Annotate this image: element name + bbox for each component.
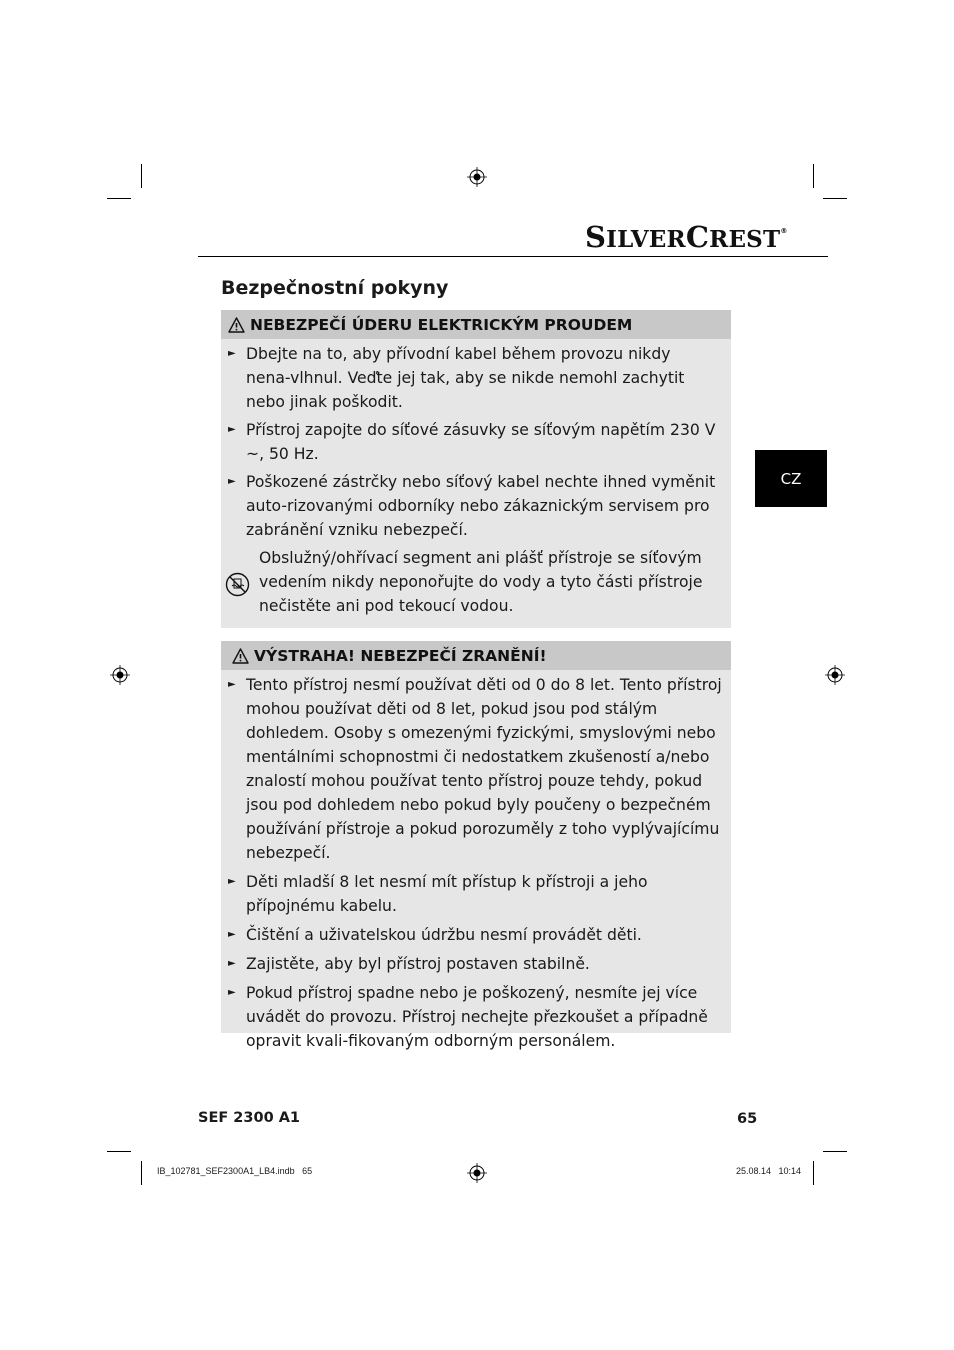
registration-mark-icon <box>825 665 845 685</box>
arrow-right-icon: ► <box>228 876 236 887</box>
file-slug: IB_102781_SEF2300A1_LB4.indb 65 <box>157 1166 313 1176</box>
list-item: ► Přístroj zapojte do síťové zásuvky se síťovým napětím 230 V ~, 50 Hz. <box>221 418 731 466</box>
list-item: ► Zajistěte, aby byl přístroj postaven stabilně. <box>221 952 731 976</box>
warning-triangle-icon <box>232 648 249 664</box>
warning-triangle-icon <box>228 317 245 333</box>
arrow-right-icon: ► <box>228 476 236 487</box>
arrow-right-icon: ► <box>228 679 236 690</box>
arrow-right-icon: ► <box>228 424 236 435</box>
registration-mark-icon <box>467 1163 487 1183</box>
crop-mark <box>107 1151 131 1152</box>
electric-shock-warning-box <box>221 310 731 628</box>
box-heading: NEBEZPEČÍ ÚDERU ELEKTRICKÝM PROUDEM <box>221 310 731 339</box>
list-item: ► Poškozené zástrčky nebo síťový kabel nechte ihned vyměnit auto-rizovanými odborníky nebo zákaznickým servisem pro zabránění vzniku nebezpečí. <box>221 470 731 542</box>
arrow-right-icon: ► <box>228 987 236 998</box>
crop-mark <box>813 1161 814 1185</box>
no-water-immersion-icon <box>225 572 250 597</box>
crop-mark <box>141 1161 142 1185</box>
injury-warning-box <box>221 641 731 1050</box>
date-slug: 25.08.14 10:14 <box>736 1166 802 1176</box>
list-item: ► Pokud přístroj spadne nebo je poškozený, nesmíte jej více uvádět do provozu. Přístroj nechejte přezkoušet a případně opravit kvali-fikovaným odborným personálem. <box>221 981 731 1053</box>
language-tab: CZ <box>755 450 827 507</box>
crop-mark <box>813 164 814 188</box>
crop-mark <box>107 198 131 199</box>
list-item: ► Děti mladší 8 let nesmí mít přístup k přístroji a jeho přípojnému kabelu. <box>221 870 731 918</box>
box-heading: VÝSTRAHA! NEBEZPEČÍ ZRANĚNÍ! <box>221 641 731 670</box>
crop-mark <box>823 198 847 199</box>
arrow-right-icon: ► <box>228 929 236 940</box>
header-divider <box>198 256 828 257</box>
arrow-right-icon: ► <box>228 348 236 359</box>
page-number: 65 <box>737 1111 758 1127</box>
page-title: Bezpečnostní pokyny <box>221 277 449 299</box>
registration-mark-icon <box>467 167 487 187</box>
immersion-note: Obslužný/ohřívací segment ani plášť přístroje se síťovým vedením nikdy neponořujte do vody a tyto části přístroje nečistěte ani pod tekoucí vodou. <box>221 546 731 618</box>
list-item: ► Dbejte na to, aby přívodní kabel během provozu nikdy nena-vlhnul. Veďte jej tak, aby se nikde nemohl zachytit nebo jinak poškodit. <box>221 342 731 414</box>
crop-mark <box>823 1151 847 1152</box>
brand-logo: SILVERCREST® <box>585 220 788 254</box>
model-number: SEF 2300 A1 <box>198 1110 301 1126</box>
list-item: ► Čištění a uživatelskou údržbu nesmí provádět děti. <box>221 923 731 947</box>
arrow-right-icon: ► <box>228 958 236 969</box>
list-item: ► Tento přístroj nesmí používat děti od 0 do 8 let. Tento přístroj mohou používat děti od 8 let, pokud jsou pod stálým dohledem. Osoby s omezenými fyzickými, smyslovými nebo mentálními schopnostmi či nedostatkem zkušeností a/nebo znalostí mohou používat tento přístroj pouze tehdy, pokud jsou pod dohledem nebo pokud byly poučeny o bezpečném používání přístroje a pokud porozuměly z toho vyplývajícímu nebezpečí. <box>221 673 731 865</box>
crop-mark <box>141 164 142 188</box>
registration-mark-icon <box>110 665 130 685</box>
